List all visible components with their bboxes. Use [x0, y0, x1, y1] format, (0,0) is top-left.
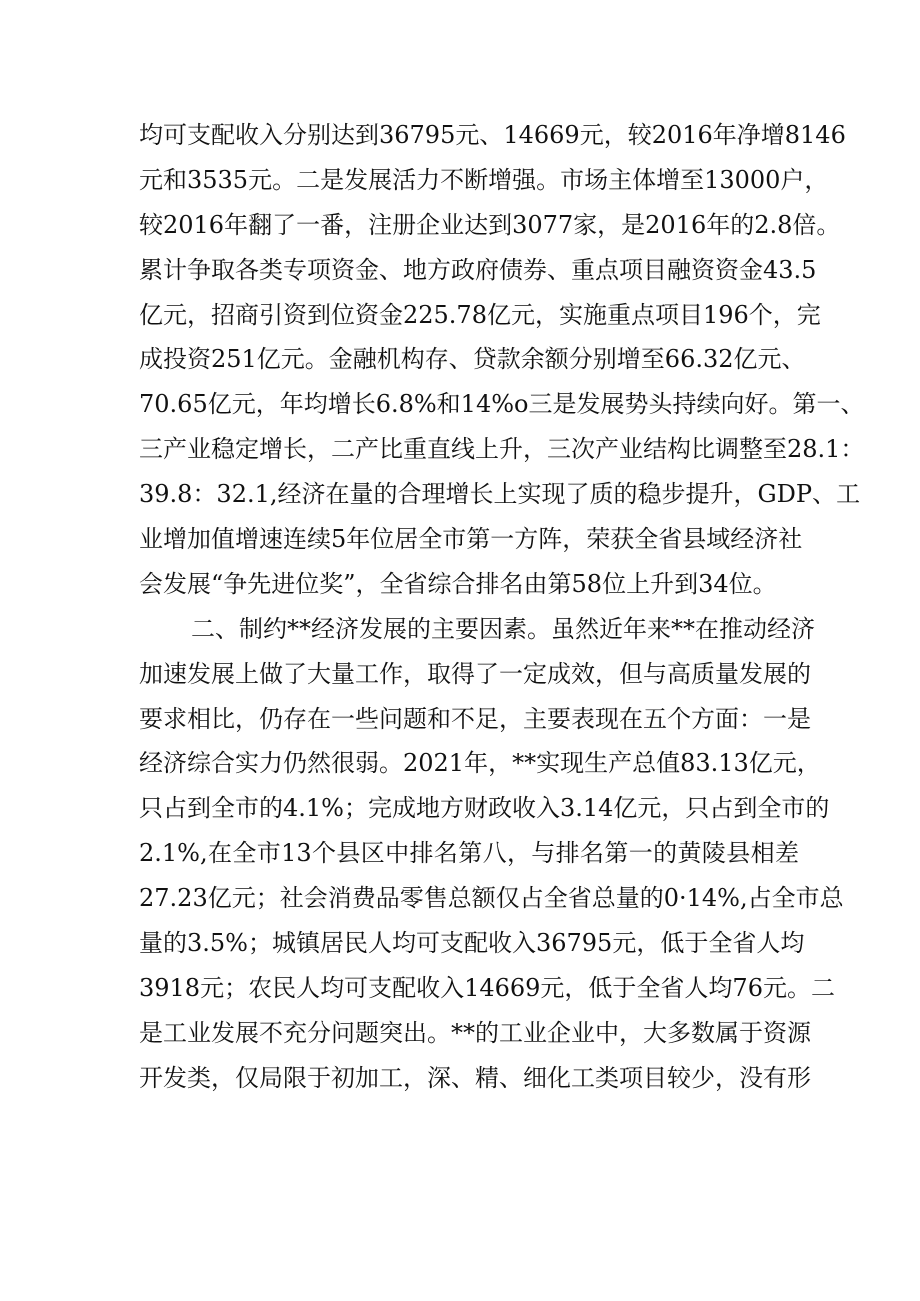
- text-line: 均可支配收入分别达到36795元、14669元，较2016年净增8146: [139, 121, 846, 149]
- text-line: 2.1%,在全市13个县区中排名第八，与排名第一的黄陵县相差: [139, 839, 799, 868]
- text-line: 39.8：32.1,经济在量的合理增长上实现了质的稳步提升，GDP、工: [139, 480, 861, 509]
- text-line: 成投资251亿元。金融机构存、贷款余额分别增至66.32亿元、: [139, 345, 806, 374]
- text-line: 开发类，仅局限于初加工，深、精、细化工类项目较少，没有形: [139, 1063, 811, 1092]
- text-line: 会发展“争先进位奖”，全省综合排名由第58位上升到34位。: [139, 569, 777, 598]
- body-text: [139, 113, 865, 1101]
- text-line: 较2016年翻了一番，注册企业达到3077家，是2016年的2.8倍。: [139, 210, 841, 239]
- text-line: 要求相比，仍存在一些问题和不足，主要表现在五个方面：一是: [139, 704, 811, 733]
- text-line: 量的3.5%；城镇居民人均可支配收入36795元，低于全省人均: [139, 929, 805, 958]
- text-line: 累计争取各类专项资金、地方政府债券、重点项目融资资金43.5: [139, 255, 817, 284]
- section-heading-line: 二、制约**经济发展的主要因素。虽然近年来**在推动经济: [191, 614, 815, 643]
- text-line: 亿元，招商引资到位资金225.78亿元，实施重点项目196个，完: [139, 300, 821, 329]
- text-line: 是工业发展不充分问题突出。**的工业企业中，大多数属于资源: [139, 1018, 811, 1047]
- text-line: 3918元；农民人均可支配收入14669元，低于全省人均76元。二: [139, 973, 835, 1002]
- text-line: 27.23亿元；社会消费品零售总额仅占全省总量的0·14%,占全市总: [139, 884, 844, 913]
- text-line: 加速发展上做了大量工作，取得了一定成效，但与高质量发展的: [139, 659, 811, 688]
- text-line: 元和3535元。二是发展活力不断增强。市场主体增至13000户，: [139, 165, 829, 194]
- text-line: 经济综合实力仍然很弱。2021年，**实现生产总值83.13亿元，: [139, 749, 821, 778]
- text-line: 只占到全市的4.1%；完成地方财政收入3.14亿元，只占到全市的: [139, 794, 830, 823]
- text-line: 三产业稳定增长，二产比重直线上升，三次产业结构比调整至28.1：: [139, 435, 865, 464]
- text-line: 70.65亿元，年均增长6.8%和14%o三是发展势头持续向好。第一、: [139, 390, 865, 419]
- text-line: 业增加值增速连续5年位居全市第一方阵，荣获全省县域经济社: [139, 525, 803, 554]
